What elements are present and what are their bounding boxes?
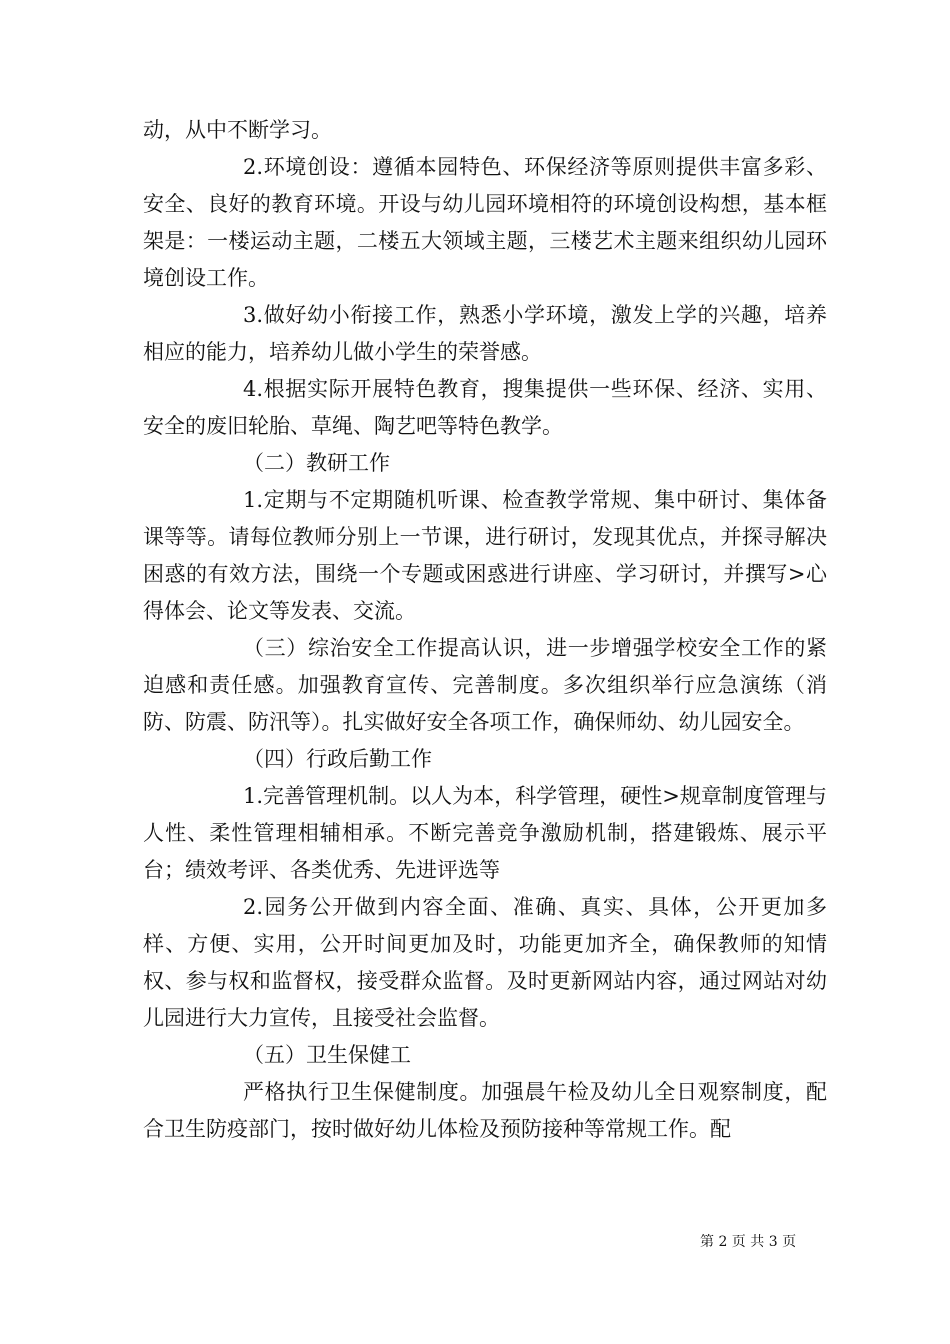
paragraph-disclosure: 2.园务公开做到内容全面、准确、真实、具体，公开更加多样、方便、实用，公开时间更加及时，功能更加齐全，确保教师的知情权、参与权和监督权，接受群众监督。及时更新网站内容，通过网站对幼儿园进行大力宣传，且接受社会监督。 [143, 895, 827, 1030]
page-number: 第 2 页 共 3 页 [700, 1234, 797, 1250]
paragraph-safety: （三）综治安全工作提高认识，进一步增强学校安全工作的紧迫感和责任感。加强教育宣传、完善制度。多次组织举行应急演练（消防、防震、防汛等）。扎实做好安全各项工作，确保师幼、幼儿园安全。 [143, 636, 827, 734]
section-heading-health: （五）卫生保健工 [243, 1043, 411, 1067]
section-heading-admin: （四）行政后勤工作 [243, 747, 432, 771]
paragraph-environment: 2.环境创设：遵循本园特色、环保经济等原则提供丰富多彩、安全、良好的教育环境。开设与幼儿园环境相符的环境创设构想，基本框架是：一楼运动主题，二楼五大领域主题，三楼艺术主题来组织幼儿园环境创设工作。 [143, 155, 827, 290]
paragraph-special-education: 4.根据实际开展特色教育，搜集提供一些环保、经济、实用、安全的废旧轮胎、草绳、陶艺吧等特色教学。 [143, 377, 827, 438]
document-body [143, 112, 827, 1148]
paragraph-health: 严格执行卫生保健制度。加强晨午检及幼儿全日观察制度，配合卫生防疫部门，按时做好幼儿体检及预防接种等常规工作。配 [143, 1080, 827, 1141]
paragraph-research: 1.定期与不定期随机听课、检查教学常规、集中研讨、集体备课等等。请每位教师分别上一节课，进行研讨，发现其优点，并探寻解决困惑的有效方法，围绕一个专题或困惑进行讲座、学习研讨，并撰写>心得体会、论文等发表、交流。 [143, 488, 827, 623]
paragraph-transition: 3.做好幼小衔接工作，熟悉小学环境，激发上学的兴趣，培养相应的能力，培养幼儿做小学生的荣誉感。 [143, 303, 827, 364]
section-heading-research: （二）教研工作 [243, 451, 390, 475]
paragraph-management: 1.完善管理机制。以人为本，科学管理，硬性>规章制度管理与人性、柔性管理相辅相承。不断完善竞争激励机制，搭建锻炼、展示平台；绩效考评、各类优秀、先进评选等 [143, 784, 827, 882]
paragraph-continuation: 动，从中不断学习。 [143, 118, 332, 142]
